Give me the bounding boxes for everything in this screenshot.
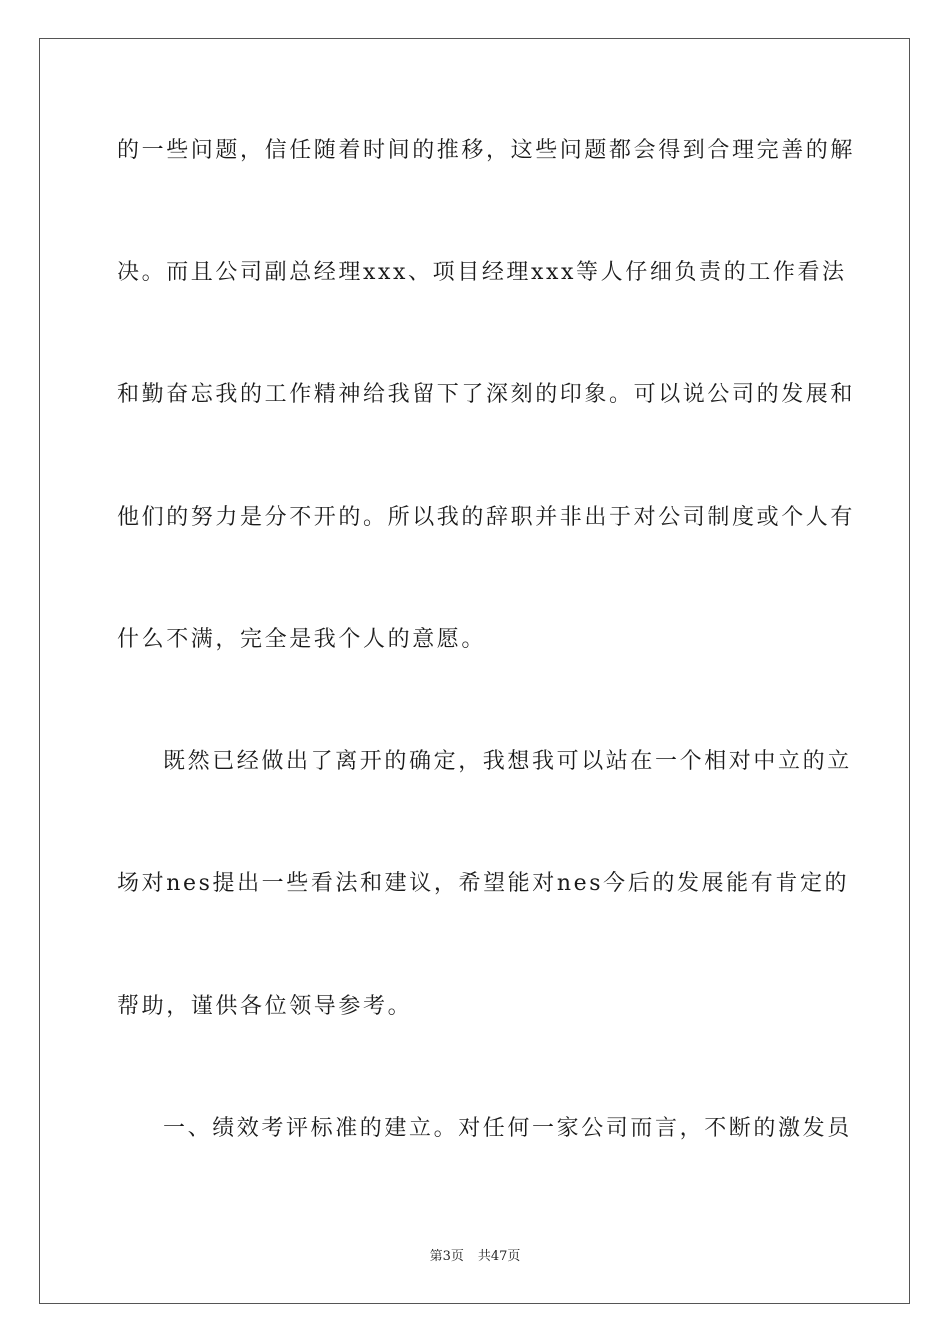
text-line-3: 和勤奋忘我的工作精神给我留下了深刻的印象。可以说公司的发展和 [117, 382, 856, 407]
text-line-8: 帮助，谨供各位领导参考。 [117, 994, 413, 1019]
text-line-1: 的一些问题，信任随着时间的推移，这些问题都会得到合理完善的解 [117, 138, 856, 163]
text-line-4: 他们的努力是分不开的。所以我的辞职并非出于对公司制度或个人有 [117, 505, 856, 530]
page-number: 第3页 [429, 1249, 464, 1264]
text-line-5: 什么不满，完全是我个人的意愿。 [117, 627, 487, 652]
text-line-6: 既然已经做出了离开的确定，我想我可以站在一个相对中立的立 [163, 749, 852, 774]
text-line-2: 决。而且公司副总经理xxx、项目经理xxx等人仔细负责的工作看法 [117, 260, 847, 285]
page-footer [0, 1248, 950, 1266]
text-line-9: 一、绩效考评标准的建立。对任何一家公司而言，不断的激发员 [163, 1116, 852, 1141]
text-line-7: 场对nes提出一些看法和建议，希望能对nes今后的发展能有肯定的 [117, 871, 850, 896]
total-pages: 共47页 [477, 1249, 521, 1264]
